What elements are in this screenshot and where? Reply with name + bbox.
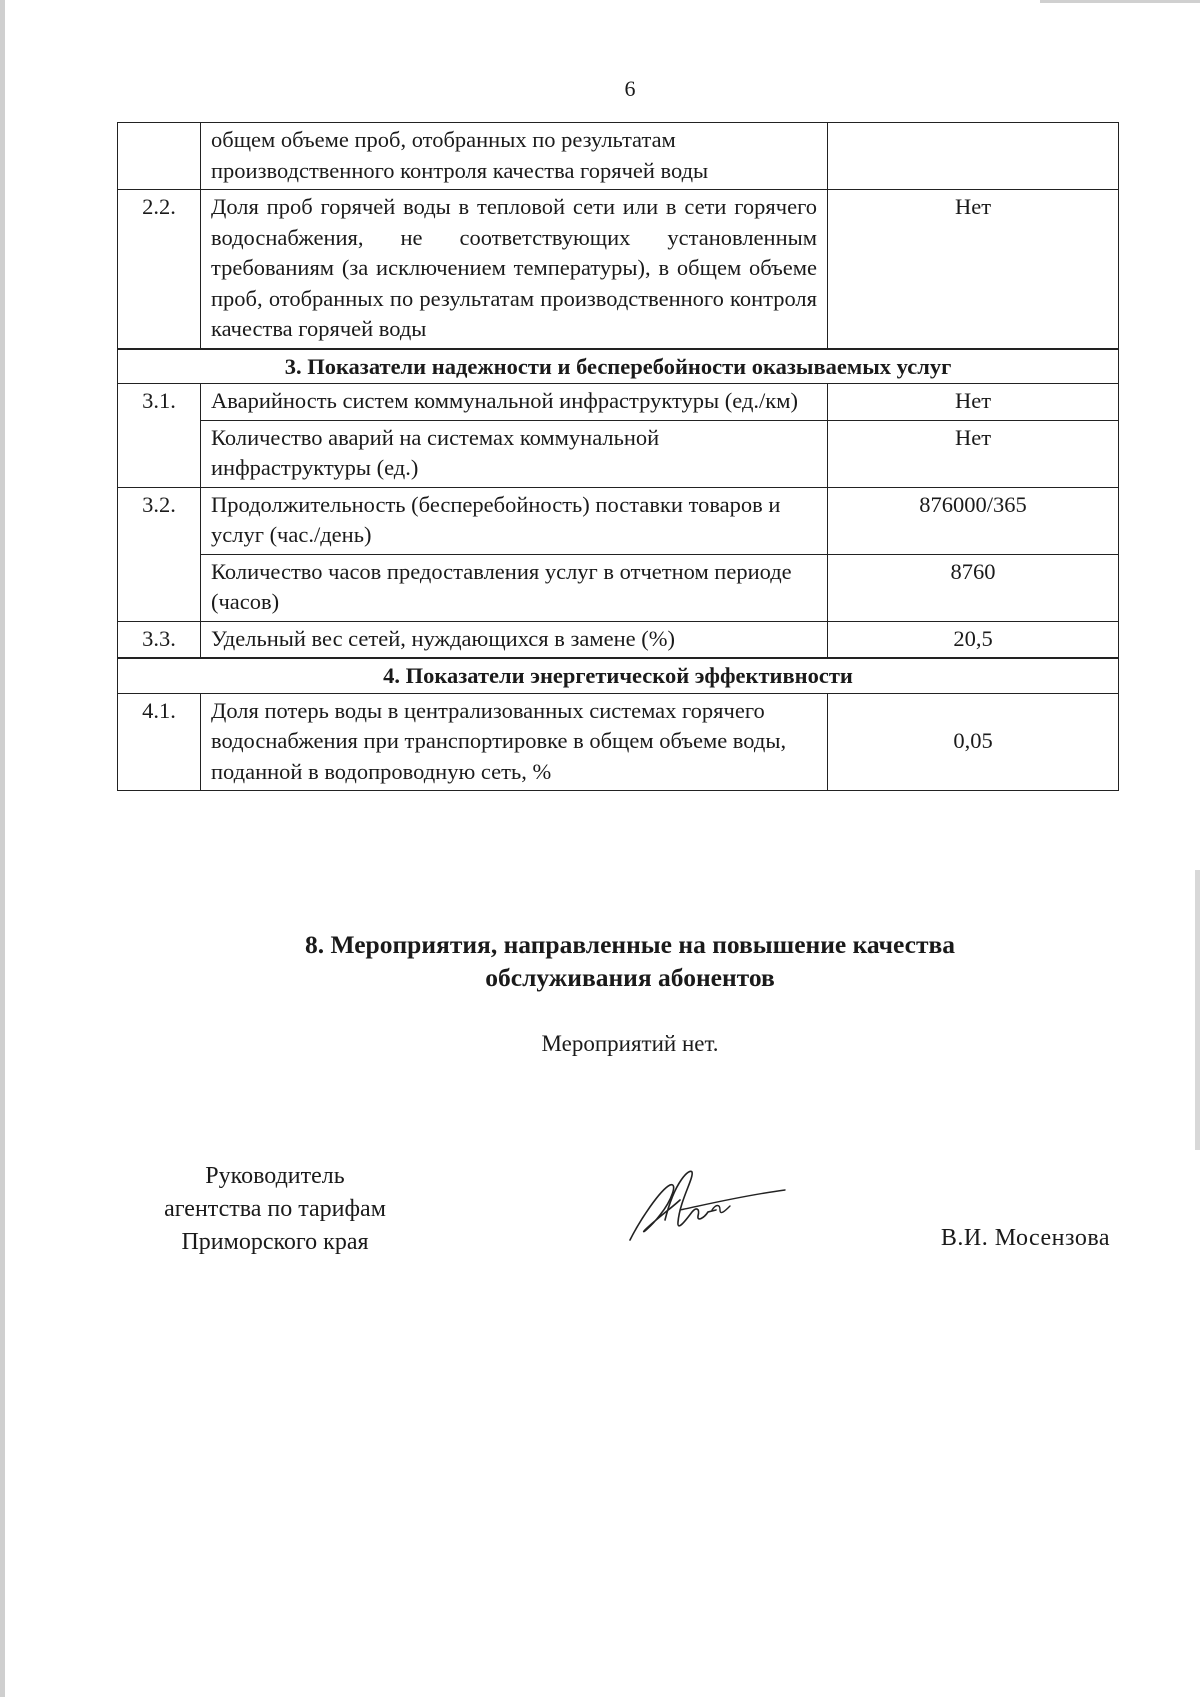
section-8-heading-line2: обслуживания абонентов bbox=[485, 963, 775, 992]
table-row bbox=[118, 123, 1119, 190]
scan-edge-top bbox=[1040, 0, 1200, 3]
row-value: Нет bbox=[828, 190, 1119, 349]
row-value: Нет bbox=[828, 384, 1119, 421]
signatory-name: В.И. Мосензова bbox=[940, 1225, 1110, 1251]
signatory-title bbox=[130, 1160, 420, 1259]
table-row bbox=[118, 554, 1119, 621]
row-value: 8760 bbox=[828, 554, 1119, 621]
table-row bbox=[118, 487, 1119, 554]
row-number: 3.1. bbox=[118, 384, 201, 488]
row-description: общем объеме проб, отобранных по результатам производственного контроля качества горячей воды bbox=[201, 123, 828, 190]
page-number: 6 bbox=[624, 76, 636, 101]
row-value bbox=[828, 123, 1119, 190]
table-row bbox=[118, 384, 1119, 421]
section-8-heading-line1: 8. Мероприятия, направленные на повышение качества bbox=[304, 930, 956, 959]
row-number bbox=[118, 123, 201, 190]
indicators-table bbox=[117, 122, 1119, 791]
section-row bbox=[118, 349, 1119, 384]
row-number: 3.3. bbox=[118, 621, 201, 658]
table-row bbox=[118, 621, 1119, 658]
row-number: 2.2. bbox=[118, 190, 201, 349]
row-description: Количество аварий на системах коммунальной инфраструктуры (ед.) bbox=[201, 420, 828, 487]
section-row bbox=[118, 658, 1119, 693]
handwritten-signature-icon bbox=[620, 1160, 790, 1250]
signatory-title-line2: агентства по тарифам bbox=[164, 1196, 386, 1222]
row-description: Доля проб горячей воды в тепловой сети или в сети горячего водоснабжения, не соответствующих установленным требованиям (за исключением температуры), в общем объеме проб, отобранных по результатам производственного контроля качества горячей воды bbox=[201, 190, 828, 349]
row-number: 4.1. bbox=[118, 693, 201, 791]
row-description: Продолжительность (бесперебойность) поставки товаров и услуг (час./день) bbox=[201, 487, 828, 554]
row-number: 3.2. bbox=[118, 487, 201, 621]
signatory-title-line3: Приморского края bbox=[181, 1229, 369, 1255]
section-title: 4. Показатели энергетической эффективности bbox=[118, 658, 1119, 693]
scan-edge-right bbox=[1195, 870, 1200, 1150]
scan-edge-left bbox=[0, 0, 5, 1697]
table-row bbox=[118, 420, 1119, 487]
signatory-title-line1: Руководитель bbox=[205, 1163, 345, 1189]
row-description: Аварийность систем коммунальной инфраструктуры (ед./км) bbox=[201, 384, 828, 421]
section-8-body: Мероприятий нет. bbox=[541, 1031, 719, 1056]
table-row bbox=[118, 190, 1119, 349]
row-value: 0,05 bbox=[828, 693, 1119, 791]
row-description: Количество часов предоставления услуг в отчетном периоде (часов) bbox=[201, 554, 828, 621]
row-value: Нет bbox=[828, 420, 1119, 487]
row-description: Удельный вес сетей, нуждающихся в замене (%) bbox=[201, 621, 828, 658]
row-value: 20,5 bbox=[828, 621, 1119, 658]
row-description: Доля потерь воды в централизованных системах горячего водоснабжения при транспортировке в общем объеме воды, поданной в водопроводную сеть, % bbox=[201, 693, 828, 791]
section-title: 3. Показатели надежности и бесперебойности оказываемых услуг bbox=[118, 349, 1119, 384]
row-value: 876000/365 bbox=[828, 487, 1119, 554]
table-row bbox=[118, 693, 1119, 791]
section-8-heading bbox=[0, 928, 1200, 994]
